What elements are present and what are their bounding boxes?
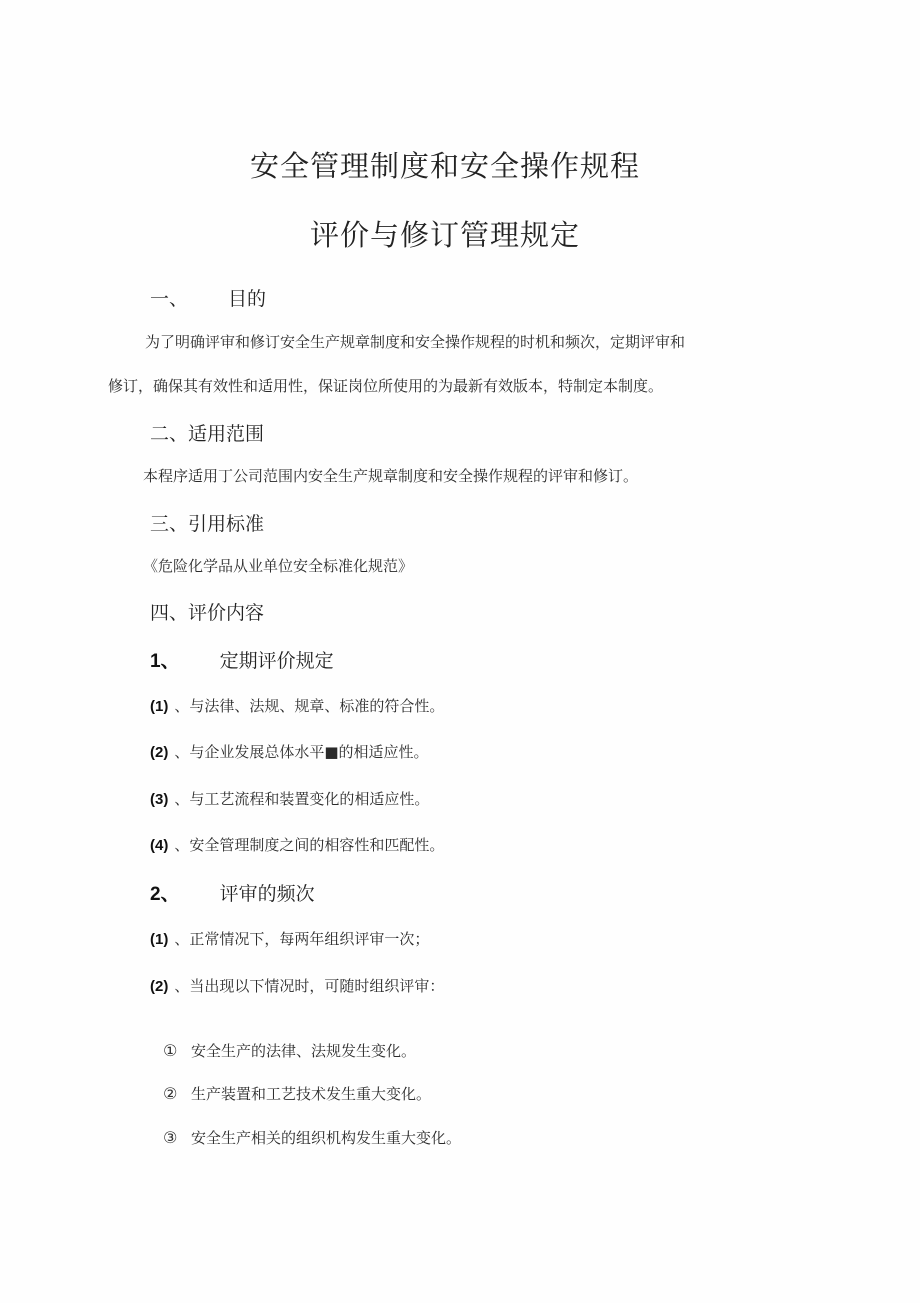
circled-item-text: 生产装置和工艺技术发生重大变化。 [191, 1085, 432, 1103]
list-item-text: 、当出现以下情况时，可随时组织评审： [174, 977, 445, 995]
list-item-text: 、安全管理制度之间的相容性和匹配性。 [174, 836, 445, 854]
list-item [150, 928, 429, 949]
subsection-1-number: 1、 [150, 651, 180, 672]
subsection-2-heading [150, 879, 315, 906]
subsection-2-title: 评审的频次 [219, 883, 315, 905]
section-1-paragraph-line-1: 为了明确评审和修订安全生产规章制度和安全操作规程的时机和频次，定期评审和 [145, 333, 686, 351]
section-3-title: 引用标准 [188, 513, 265, 535]
list-item-number: (1) [150, 698, 169, 715]
list-item-text: 、与工艺流程和装置变化的相适应性。 [174, 790, 430, 808]
subsection-1-title: 定期评价规定 [219, 650, 334, 672]
list-item-number: (2) [150, 744, 169, 761]
list-item-text: 、与法律、法规、规章、标准的符合性。 [174, 697, 445, 715]
list-item [150, 975, 444, 996]
document-title-line-1: 安全管理制度和安全操作规程 [250, 149, 641, 183]
list-item-number: (4) [150, 837, 169, 854]
subsection-2-number: 2、 [150, 884, 180, 905]
list-item-text: 、与企业发展总体水平■的相适应性。 [174, 743, 429, 761]
section-1-title: 目的 [228, 288, 267, 310]
list-item [150, 695, 444, 716]
section-1-number: 一、 [150, 288, 189, 310]
circled-number-icon: ① [163, 1041, 178, 1060]
section-1-paragraph-line-2: 修订，确保其有效性和适用性，保证岗位所使用的为最新有效版本，特制定本制度。 [108, 377, 664, 395]
section-2-paragraph: 本程序适用丁公司范围内安全生产规章制度和安全操作规程的评审和修订。 [143, 467, 639, 485]
list-item-number: (3) [150, 791, 169, 808]
section-4-number: 四、 [150, 602, 189, 624]
circled-list-item [163, 1083, 431, 1104]
circled-list-item [163, 1040, 416, 1061]
section-3-reference: 《危险化学品从业单位安全标准化规范》 [143, 557, 414, 575]
section-2-title: 适用范围 [188, 423, 265, 445]
subsection-1-heading [150, 646, 334, 673]
section-3-number: 三、 [150, 513, 189, 535]
section-3-heading [150, 509, 264, 536]
circled-list-item [163, 1127, 461, 1148]
section-1-heading [150, 284, 266, 311]
list-item-number: (1) [150, 931, 169, 948]
list-item [150, 741, 429, 762]
circled-item-text: 安全生产的法律、法规发生变化。 [191, 1042, 417, 1060]
section-2-heading [150, 419, 264, 446]
list-item [150, 788, 429, 809]
list-item-text: 、正常情况下，每两年组织评审一次； [174, 930, 430, 948]
section-2-number: 二、 [150, 423, 189, 445]
list-item [150, 834, 444, 855]
section-4-heading [150, 598, 264, 625]
section-4-title: 评价内容 [188, 602, 265, 624]
circled-number-icon: ③ [163, 1128, 178, 1147]
circled-item-text: 安全生产相关的组织机构发生重大变化。 [191, 1129, 462, 1147]
document-title-line-2: 评价与修订管理规定 [310, 218, 581, 252]
circled-number-icon: ② [163, 1084, 178, 1103]
list-item-number: (2) [150, 978, 169, 995]
